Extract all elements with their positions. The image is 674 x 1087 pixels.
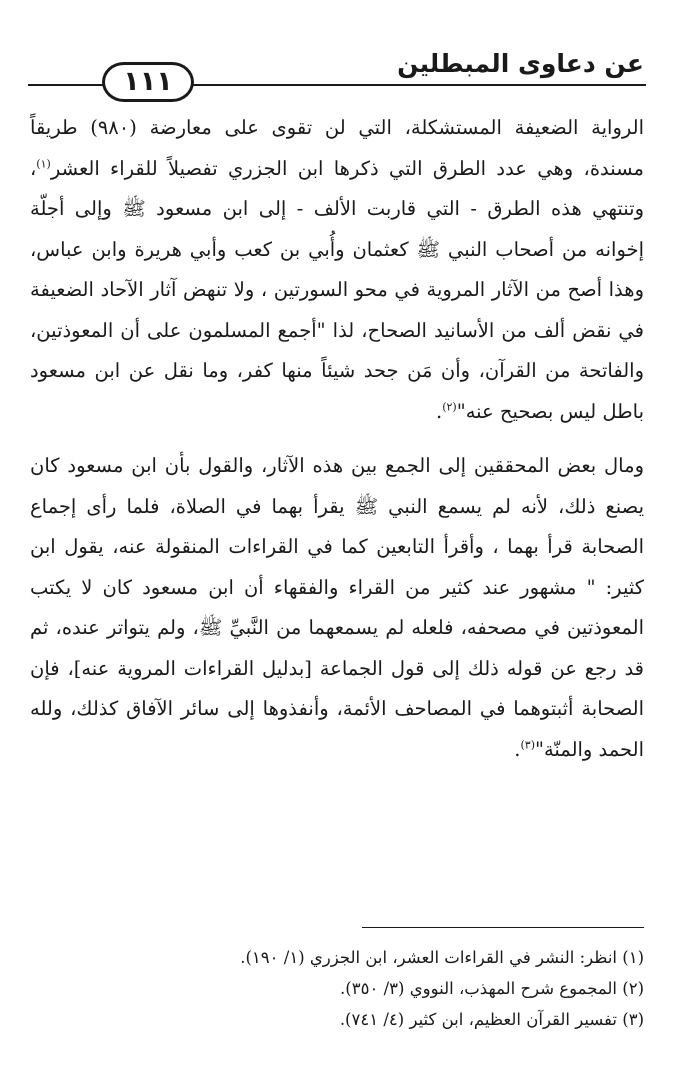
paragraph-2 (30, 446, 644, 770)
paragraph-2-text: ومال بعض المحققين إلى الجمع بين هذه الآثار، والقول بأن ابن مسعود كان يصنع ذلك، لأنه لم يسمع النبي ﷺ يقرأ بهما في الصلاة، فلما رأى إجماع الصحابة قرأ بهما ، وأقرأ التابعين كما في القراءات المنقولة عنه، يقول ابن كثير: " مشهور عند كثير من القراء والفقهاء أن ابن مسعود كان لا يكتب المعوذتين في مصحفه، فلعله لم يسمعهما من النَّبيِّ ﷺ، ولم يتواتر عنده، ثم قد رجع عن قوله ذلك إلى قول الجماعة [بدليل القراءات المروية عنه]، فإن الصحابة أثبتوهما في المصاحف الأئمة، وأنفذوها إلى سائر الآفاق كذلك، ولله الحمد والمنّة" (30, 454, 644, 761)
footnote-3: (٣) تفسير القرآن العظيم، ابن كثير (٤/ ٧٤١). (339, 1010, 644, 1029)
main-text (30, 108, 644, 770)
footnote-2: (٢) المجموع شرح المهذب، النووي (٣/ ٣٥٠). (340, 979, 644, 998)
paragraph-1 (30, 108, 644, 432)
footnote-ref-1[interactable]: (١) (36, 157, 51, 170)
footnote-separator (362, 927, 644, 928)
running-title: عن دعاوى المبطلين (397, 49, 644, 78)
paragraph-1-continuation: ، وتنتهي هذه الطرق - التي قاربت الألف - إلى ابن مسعود ﷺ وإلى أجلّة إخوانه من أصحاب النبي ﷺ كعثمان وأُبي بن كعب وأبي هريرة وابن عباس، وهذا أصح من الآثار المروية في محو السورتين ، ولا تنهض آثار الآحاد الضعيفة في نقض ألف من الأسانيد الصحاح، لذا "أجمع المسلمون على أن المعوذتين، والفاتحة من القرآن، وأن مَن جحد شيئاً منها كفر، وما نقل عن ابن مسعود باطل ليس بصحيح عنه" (30, 156, 644, 423)
footnote-1: (١) انظر: النشر في القراءات العشر، ابن الجزري (١/ ١٩٠). (240, 948, 644, 967)
paragraph-1-text: الرواية الضعيفة المستشكلة، التي لن تقوى على معارضة (٩٨٠) طريقاً مسندة، وهي عدد الطرق التي ذكرها ابن الجزري تفصيلاً للقراء العشر (30, 116, 644, 180)
page-header (28, 44, 646, 96)
paragraph-1-end: . (436, 399, 443, 423)
footnote-ref-3[interactable]: (٣) (520, 738, 535, 751)
page-number: ١١١ (102, 62, 194, 102)
paragraph-2-end: . (514, 737, 521, 761)
footnote-ref-2[interactable]: (٢) (442, 400, 457, 413)
footnotes-list (30, 942, 644, 1035)
